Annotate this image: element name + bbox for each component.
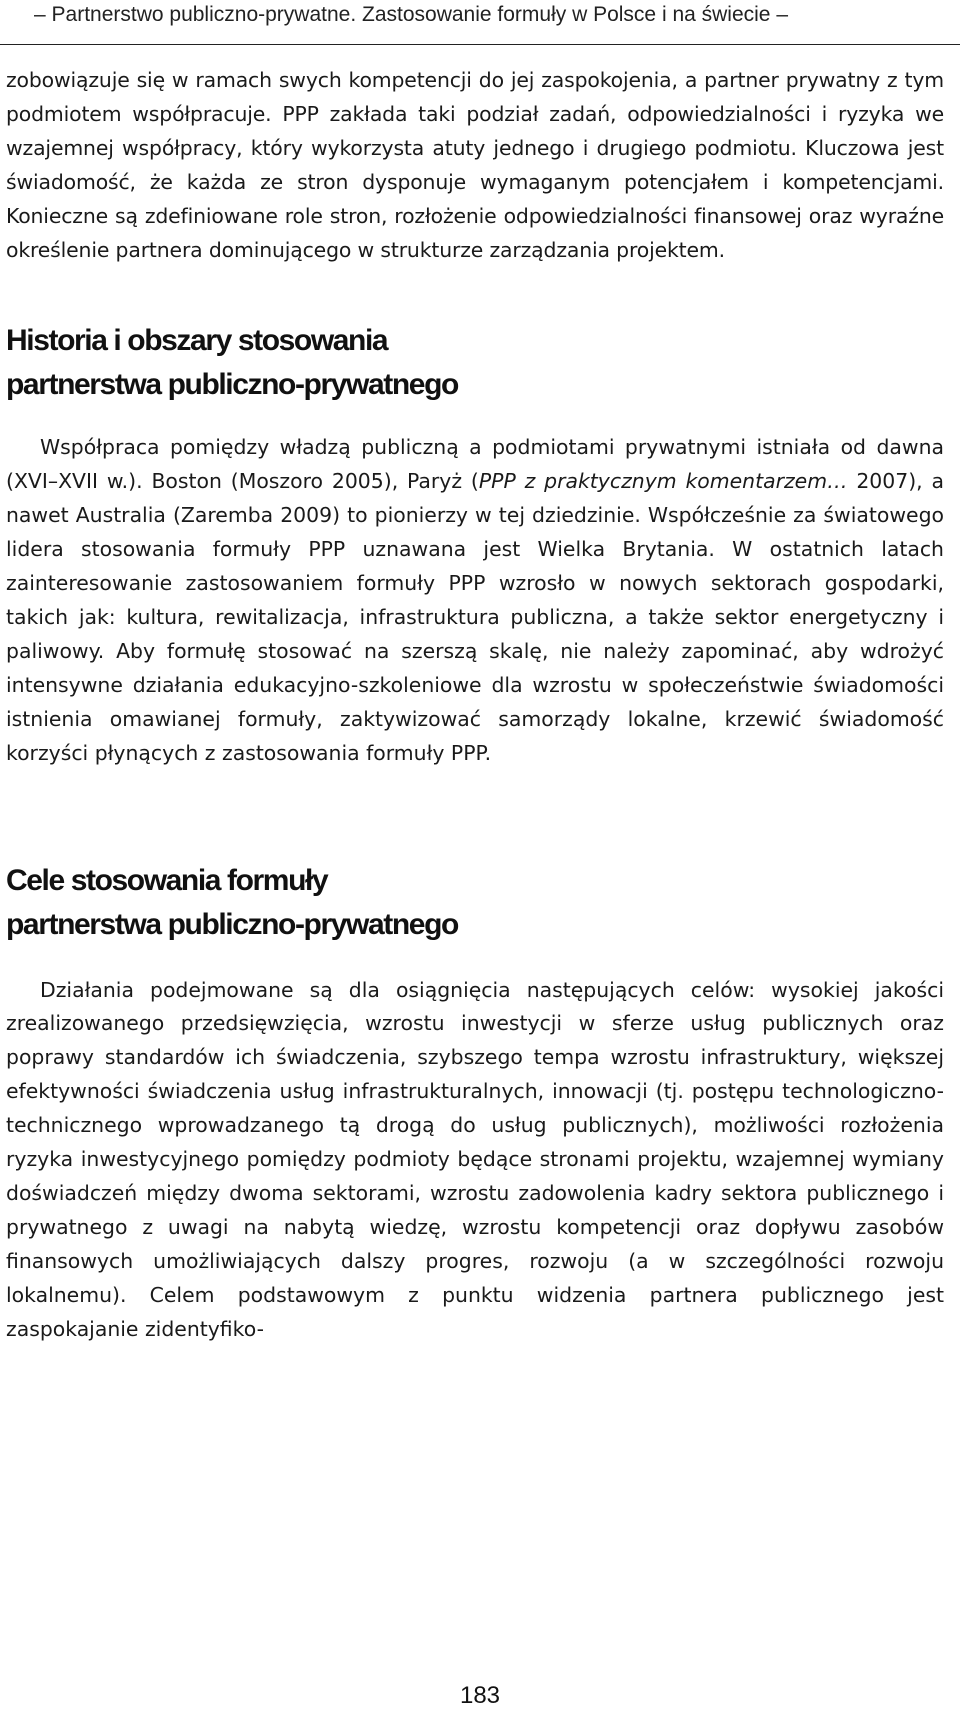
spacer bbox=[6, 947, 944, 974]
page-number: 183 bbox=[459, 1682, 501, 1709]
section-heading-goals-line1: Cele stosowania formuły bbox=[6, 863, 328, 897]
goals-paragraph: Działania podejmowane są dla osiągnięcia następujących celów: wysokiej jakości zrealizowanego przedsięwzięcia, wzrostu inwestycji w sferze usług publicznych oraz poprawy standardów ich świadczenia, szybszego tempa wzrostu infrastruktury, większej efektywności świadczenia usług infrastrukturalnych, innowacji (tj. postępu technologiczno-technicznego wprowadzanego tą drogą do usług publicznych), możliwości rozłożenia ryzyka inwestycyjnego pomiędzy podmioty będące stronami projektu, wzajemnej wymiany doświadczeń między dwoma sektorami, wzrostu zadowolenia kadry sektora publicznego i prywatnego z uwagi na nabytą wiedzę, wzrostu kompetencji oraz dopływu zasobów finansowych umożliwiających dalszy progres, rozwoju (a w szczególności rozwoju lokalnemu). Celem podstawowym z punktu widzenia partnera publicznego jest zaspokajanie zidentyfiko- bbox=[6, 977, 944, 1341]
running-header bbox=[0, 0, 960, 45]
history-italic-citation: PPP z praktycznym komentarzem… bbox=[478, 469, 848, 494]
intro-paragraph: zobowiązuje się w ramach swych kompetencji do jej zaspokojenia, a partner prywatny z tym podmiotem współpracuje. PPP zakłada taki podział zadań, odpowiedzialności i ryzyka we wzajemnej współpracy, który wykorzysta atuty jednego i drugiego podmiotu. Kluczowa jest świadomość, że każda ze stron dysponuje wymaganym potencjałem i kompetencjami. Konieczne są zdefiniowane role stron, rozłożenie odpowiedzialności finansowej oraz wyraźne określenie partnera dominującego w strukturze zarządzania projektem. bbox=[6, 68, 944, 262]
spacer bbox=[6, 407, 944, 431]
section-heading-history-line1: Historia i obszary stosowania bbox=[6, 324, 388, 358]
section-heading-goals bbox=[6, 859, 944, 947]
history-text-end: 2007), a nawet Australia (Zaremba 2009) to pionierzy w tej dziedzinie. Współcześnie za światowego lidera stosowania formuły PPP uznawana jest Wielka Brytania. W ostatnich latach zainteresowanie zastosowaniem formuły PPP wzrosło w nowych sektorach gospodarki, takich jak: kultura, rewitalizacja, infrastruktura publiczna, a także sektor energetyczny i paliwowy. Aby formułę stosować na szerszą skalę, nie należy zapominać, aby wdrożyć intensywne działania edukacyjno-szkoleniowe dla wzrostu w społeczeństwie świadomości istnienia omawianej formuły, zaktywizować samorządy lokalne, krzewić świadomość korzyści płynących z zastosowania formuły PPP. bbox=[6, 469, 944, 765]
section-heading-history bbox=[6, 319, 944, 407]
page-body bbox=[6, 64, 944, 1346]
running-title: – Partnerstwo publiczno-prywatne. Zastosowanie formuły w Polsce i na świecie – bbox=[34, 3, 789, 26]
history-text-start: Współpraca pomiędzy władzą publiczną a podmiotami prywatnymi istniała od dawna (XVI–XVII w.). Boston (Moszoro 2005), Paryż ( bbox=[6, 435, 944, 494]
section-heading-goals-line2: partnerstwa publiczno-prywatnego bbox=[6, 907, 458, 941]
history-paragraph bbox=[6, 431, 944, 770]
section-heading-history-line2: partnerstwa publiczno-prywatnego bbox=[6, 368, 458, 402]
